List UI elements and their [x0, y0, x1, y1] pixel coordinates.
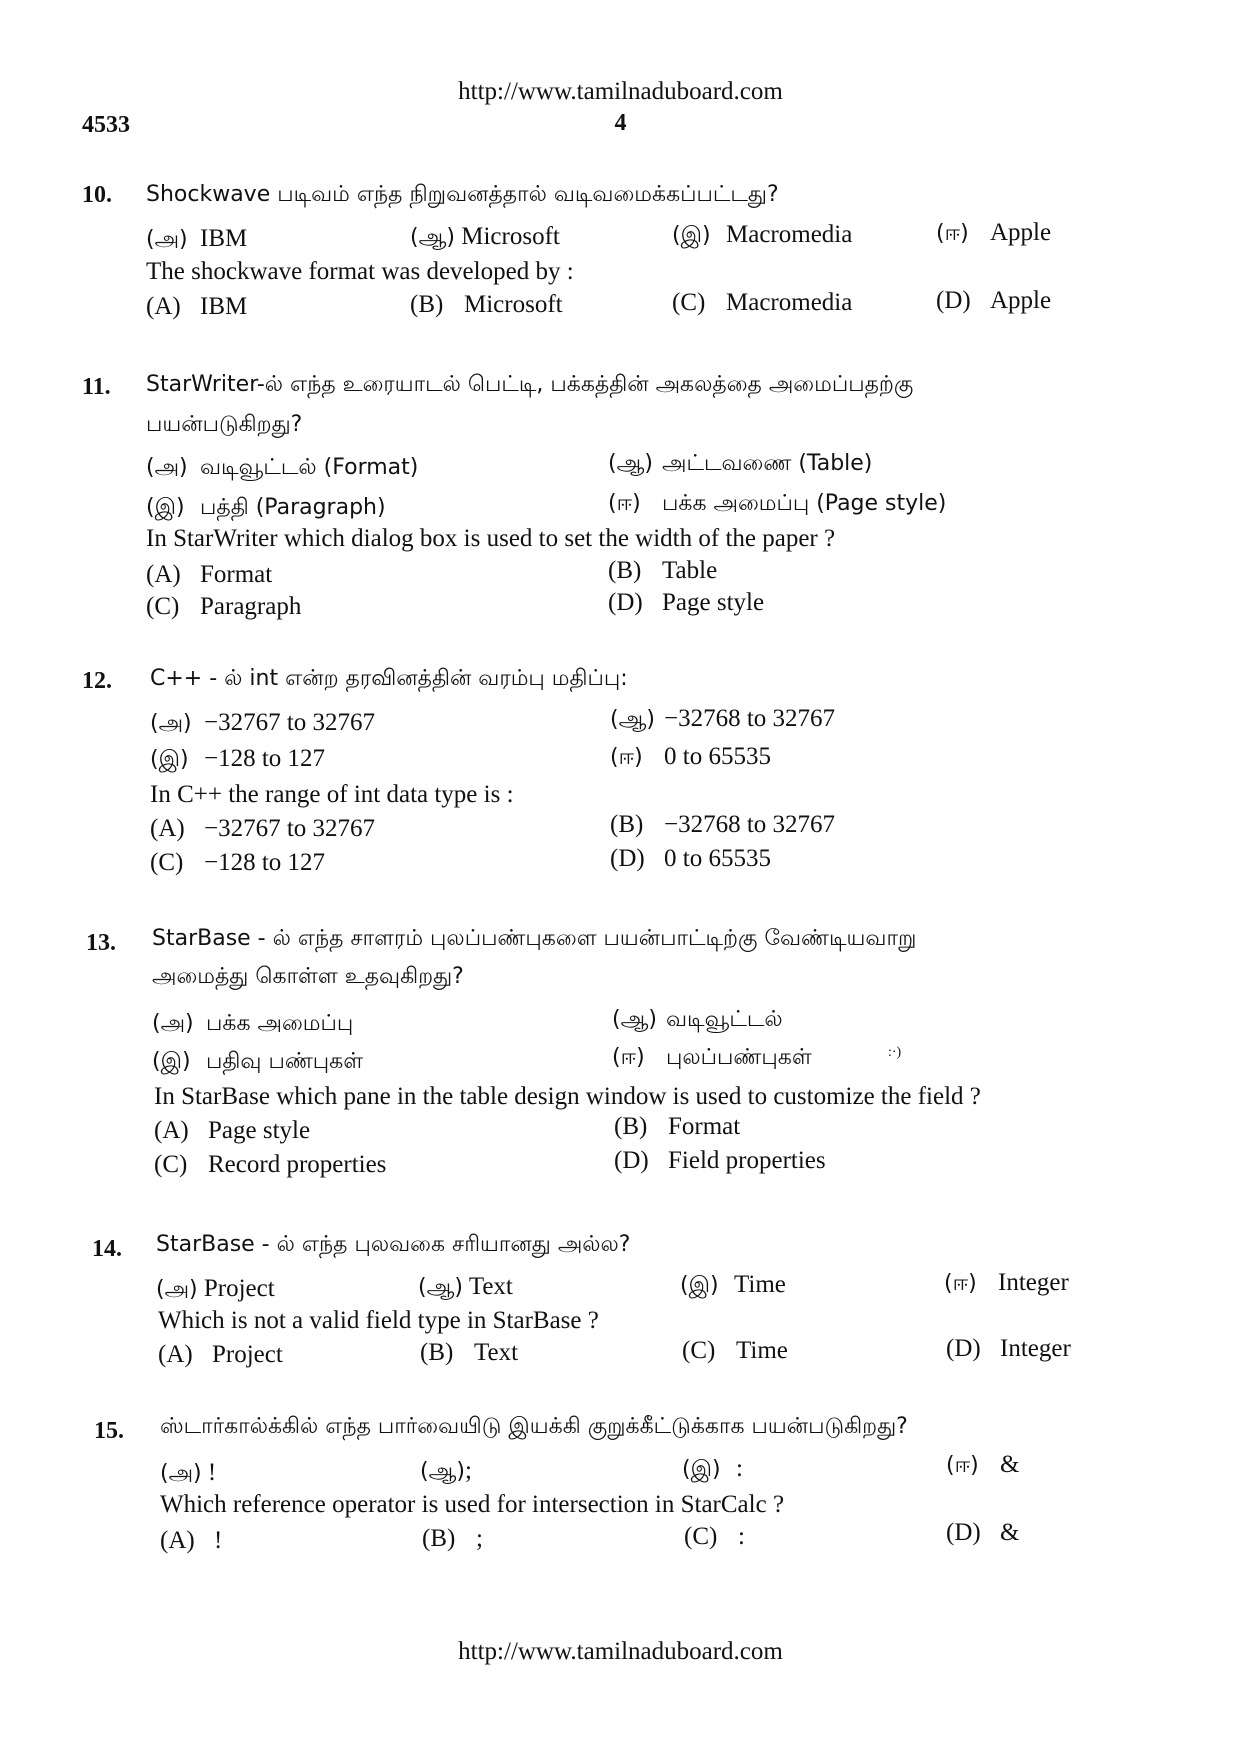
page-number: 4 — [614, 110, 627, 136]
tamil-question: Shockwave படிவம் எந்த நிறுவனத்தால் வடிவமைக்கப்பட்டது? — [146, 182, 779, 207]
tamil-question-line-1: StarBase - ல் எந்த சாளரம் புலப்பண்புகளை பயன்பாட்டிற்கு வேண்டியவாறு — [152, 926, 917, 951]
english-option-a — [146, 290, 247, 324]
option-text: : — [736, 1455, 743, 1482]
option-text: ; — [476, 1525, 483, 1552]
option-label: (D) — [946, 1335, 981, 1362]
tamil-option-d — [936, 216, 1051, 251]
option-label: (C) — [672, 289, 706, 316]
english-question: In C++ the range of int data type is : — [150, 781, 514, 808]
tamil-question: ஸ்டார்கால்க்கில் எந்த பார்வையிடு இயக்கி குறுக்கீட்டுக்காக பயன்படுகிறது? — [160, 1414, 908, 1439]
english-option-a — [154, 1114, 310, 1148]
option-text: Macromedia — [726, 221, 853, 248]
option-label: (ஈ) — [612, 1045, 645, 1070]
english-option-c — [150, 846, 325, 880]
tamil-option-c — [672, 218, 852, 253]
option-label: (ஆ) — [420, 1459, 465, 1484]
stray-mark: :·) — [888, 1045, 902, 1060]
english-option-c — [146, 590, 301, 624]
tamil-option-a — [160, 1456, 216, 1491]
option-label: (அ) — [156, 1277, 198, 1302]
question-number: 15. — [94, 1418, 124, 1444]
option-label: (A) — [158, 1341, 193, 1368]
option-label: (D) — [610, 845, 645, 872]
question-number: 12. — [82, 668, 112, 694]
option-text: Record properties — [208, 1151, 387, 1178]
english-option-c — [154, 1148, 386, 1182]
tamil-option-a — [146, 222, 247, 257]
english-option-a — [150, 812, 375, 846]
option-label: (ஆ) — [610, 707, 655, 732]
option-label: (C) — [154, 1151, 188, 1178]
option-text: Field properties — [668, 1147, 826, 1174]
option-text: −32768 to 32767 — [664, 705, 836, 732]
option-text: Text — [474, 1339, 519, 1366]
option-text: 0 to 65535 — [664, 743, 771, 770]
english-option-d — [610, 842, 771, 876]
option-label: (இ) — [680, 1273, 719, 1298]
option-text: Page style — [662, 589, 765, 616]
english-option-c — [672, 286, 852, 320]
option-label: (ஈ) — [946, 1453, 979, 1478]
option-label: (இ) — [146, 495, 185, 520]
option-label: (B) — [614, 1113, 648, 1140]
option-text: Format — [668, 1113, 741, 1140]
tamil-question-line-1: StarWriter-ல் எந்த உரையாடல் பெட்டி, பக்கத்தின் அகலத்தை அமைப்பதற்கு — [146, 372, 914, 397]
tamil-option-d — [608, 486, 946, 521]
english-question: In StarWriter which dialog box is used to set the width of the paper ? — [146, 525, 836, 552]
english-option-d — [946, 1332, 1071, 1366]
option-text: : — [738, 1523, 745, 1550]
option-label: (ஈ) — [936, 221, 969, 246]
english-option-a — [146, 558, 272, 592]
option-text: Table — [662, 557, 718, 584]
option-text: Integer — [1000, 1335, 1071, 1362]
english-option-d — [946, 1516, 1019, 1550]
tamil-option-b — [420, 1454, 472, 1489]
option-label: (B) — [610, 811, 644, 838]
tamil-option-a — [156, 1272, 275, 1307]
option-text: −128 to 127 — [204, 745, 326, 772]
english-question: The shockwave format was developed by : — [146, 258, 574, 285]
tamil-question-line-2: அமைத்து கொள்ள உதவுகிறது? — [152, 964, 464, 989]
tamil-option-c — [150, 742, 325, 777]
option-label: (C) — [146, 593, 180, 620]
option-label: (அ) — [146, 227, 188, 252]
option-text: −32767 to 32767 — [204, 709, 376, 736]
english-option-a — [158, 1338, 283, 1372]
option-label: (A) — [160, 1527, 195, 1554]
option-label: (ஈ) — [608, 491, 641, 516]
tamil-option-b — [410, 220, 560, 255]
option-text: IBM — [200, 293, 248, 320]
header-url: http://www.tamilnaduboard.com — [458, 78, 783, 105]
tamil-option-b — [418, 1270, 513, 1305]
option-text: −32767 to 32767 — [204, 815, 376, 842]
question-number: 10. — [82, 182, 112, 208]
option-label: (B) — [422, 1525, 456, 1552]
option-text: & — [1000, 1519, 1020, 1546]
option-label: (ஆ) — [410, 225, 455, 250]
english-option-a — [160, 1524, 222, 1558]
option-label: (B) — [608, 557, 642, 584]
question-number: 14. — [92, 1236, 122, 1262]
tamil-option-b — [610, 702, 835, 737]
tamil-question-line-2: பயன்படுகிறது? — [146, 412, 303, 437]
english-option-b — [614, 1110, 740, 1144]
question-number: 11. — [82, 374, 111, 400]
option-text: ; — [465, 1457, 472, 1484]
option-text: Page style — [208, 1117, 311, 1144]
option-label: (C) — [150, 849, 184, 876]
tamil-option-a — [152, 1006, 353, 1041]
option-text: பத்தி (Paragraph) — [200, 495, 386, 520]
english-option-d — [936, 284, 1051, 318]
english-option-d — [608, 586, 764, 620]
option-label: (இ) — [682, 1457, 721, 1482]
option-label: (D) — [936, 287, 971, 314]
tamil-option-c — [682, 1452, 743, 1487]
english-question: In StarBase which pane in the table design window is used to customize the field ? — [154, 1083, 981, 1110]
tamil-question: C++ - ல் int என்ற தரவினத்தின் வரம்பு மதிப்பு: — [150, 666, 628, 691]
english-option-b — [420, 1336, 518, 1370]
option-text: Integer — [998, 1269, 1069, 1296]
option-label: (A) — [150, 815, 185, 842]
option-text: புலப்பண்புகள் — [666, 1045, 812, 1070]
tamil-option-d — [612, 1040, 812, 1075]
english-option-b — [422, 1522, 483, 1556]
english-option-b — [610, 808, 835, 842]
option-label: (B) — [410, 291, 444, 318]
option-label: (B) — [420, 1339, 454, 1366]
option-label: (இ) — [672, 223, 711, 248]
option-label: (இ) — [152, 1049, 191, 1074]
option-label: (அ) — [152, 1011, 194, 1036]
option-text: Microsoft — [461, 223, 560, 250]
tamil-option-a — [150, 706, 375, 741]
option-label: (அ) — [160, 1461, 202, 1486]
tamil-question: StarBase - ல் எந்த புலவகை சரியானது அல்ல? — [156, 1232, 631, 1257]
tamil-option-d — [944, 1266, 1069, 1301]
tamil-option-c — [146, 490, 386, 525]
paper-code: 4533 — [82, 112, 130, 138]
english-option-d — [614, 1144, 826, 1178]
tamil-option-d — [946, 1448, 1019, 1483]
option-label: (A) — [146, 293, 181, 320]
option-text: Apple — [990, 219, 1052, 246]
option-label: (D) — [608, 589, 643, 616]
option-text: Project — [203, 1275, 275, 1302]
tamil-option-c — [152, 1044, 363, 1079]
english-question: Which reference operator is used for intersection in StarCalc ? — [160, 1491, 785, 1518]
option-text: ! — [214, 1527, 223, 1554]
option-label: (ஆ) — [608, 451, 653, 476]
tamil-option-b — [608, 446, 872, 481]
option-text: பக்க அமைப்பு (Page style) — [662, 491, 947, 516]
tamil-option-b — [612, 1002, 783, 1037]
option-label: (ஈ) — [944, 1271, 977, 1296]
option-text: அட்டவணை (Table) — [662, 451, 873, 476]
question-number: 13. — [86, 930, 116, 956]
option-text: & — [1000, 1451, 1020, 1478]
option-text: Time — [734, 1271, 786, 1298]
option-text: 0 to 65535 — [664, 845, 771, 872]
tamil-option-a — [146, 450, 418, 485]
english-option-c — [684, 1520, 745, 1554]
option-text: IBM — [200, 225, 248, 252]
option-text: Microsoft — [464, 291, 563, 318]
option-label: (ஆ) — [418, 1275, 463, 1300]
tamil-option-c — [680, 1268, 786, 1303]
option-label: (D) — [946, 1519, 981, 1546]
option-text: Apple — [990, 287, 1052, 314]
option-label: (A) — [154, 1117, 189, 1144]
english-option-b — [410, 288, 563, 322]
option-label: (C) — [682, 1337, 716, 1364]
english-option-c — [682, 1334, 788, 1368]
english-question: Which is not a valid field type in StarBase ? — [158, 1307, 599, 1334]
option-label: (இ) — [150, 747, 189, 772]
option-text: Paragraph — [200, 593, 302, 620]
option-text: Time — [736, 1337, 788, 1364]
footer-url: http://www.tamilnaduboard.com — [458, 1638, 783, 1665]
option-text: Format — [200, 561, 273, 588]
option-label: (அ) — [150, 711, 192, 736]
option-label: (A) — [146, 561, 181, 588]
option-text: பதிவு பண்புகள் — [206, 1049, 364, 1074]
option-text: பக்க அமைப்பு — [206, 1011, 354, 1036]
option-label: (ஈ) — [610, 745, 643, 770]
option-text: வடிவூட்டல் — [666, 1007, 783, 1032]
option-text: ! — [207, 1459, 217, 1486]
option-text: Project — [212, 1341, 283, 1368]
option-label: (ஆ) — [612, 1007, 657, 1032]
option-text: Text — [468, 1273, 513, 1300]
option-label: (D) — [614, 1147, 649, 1174]
option-text: Macromedia — [726, 289, 853, 316]
option-label: (C) — [684, 1523, 718, 1550]
option-text: வடிவூட்டல் (Format) — [200, 455, 419, 480]
option-text: −128 to 127 — [204, 849, 326, 876]
option-text: −32768 to 32767 — [664, 811, 836, 838]
option-label: (அ) — [146, 455, 188, 480]
english-option-b — [608, 554, 717, 588]
tamil-option-d — [610, 740, 771, 775]
